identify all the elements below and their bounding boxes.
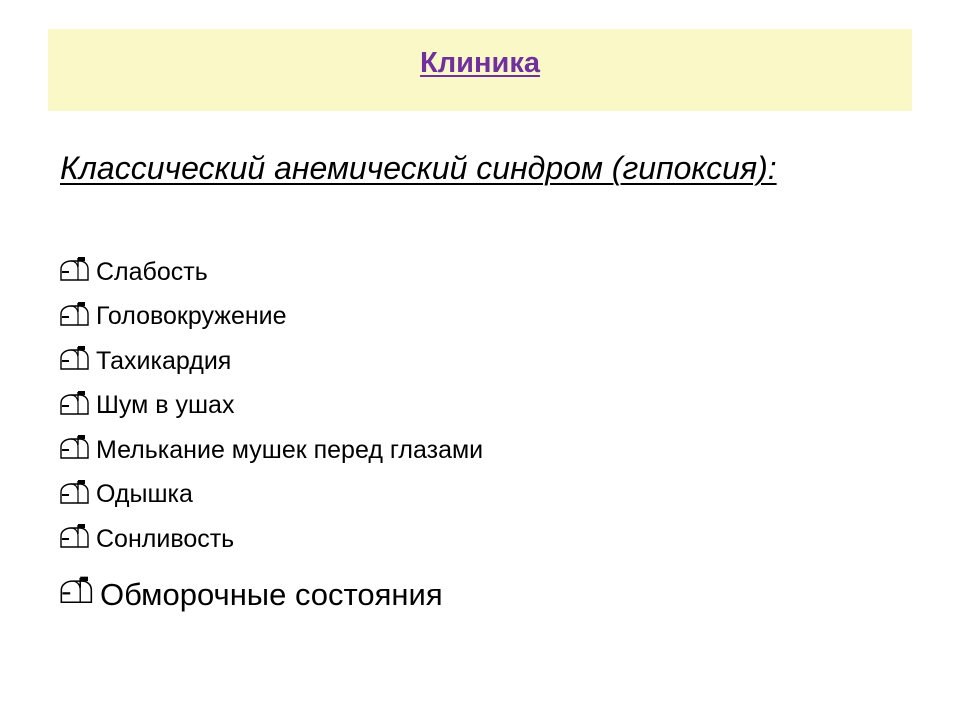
mailbox-icon (58, 523, 94, 549)
symptom-label: Шум в ушах (96, 391, 235, 420)
slide-title-link[interactable]: Клиника (420, 46, 540, 79)
list-item (58, 384, 483, 429)
list-item (58, 339, 483, 384)
mailbox-icon (58, 479, 94, 505)
mailbox-icon (58, 345, 94, 371)
symptom-label: Обморочные состояния (100, 576, 443, 612)
mailbox-icon (58, 301, 94, 327)
list-item (58, 295, 483, 340)
symptom-label: Мелькание мушек перед глазами (96, 435, 484, 464)
symptom-label: Головокружение (96, 302, 287, 331)
mailbox-icon (58, 390, 94, 416)
symptom-list (58, 250, 483, 624)
symptom-label: Одышка (96, 480, 193, 509)
list-item (58, 250, 483, 295)
mailbox-icon (58, 256, 94, 282)
list-item (58, 428, 483, 473)
symptom-label: Тахикардия (96, 346, 232, 375)
list-item (58, 473, 483, 518)
list-item (58, 517, 483, 562)
symptom-label: Слабость (96, 257, 208, 286)
section-subtitle: Классический анемический синдром (гипоксия): (60, 150, 777, 186)
title-band (48, 29, 912, 111)
mailbox-icon (58, 434, 94, 460)
list-item (58, 566, 483, 624)
mailbox-icon (58, 575, 98, 605)
symptom-label: Сонливость (96, 524, 235, 553)
